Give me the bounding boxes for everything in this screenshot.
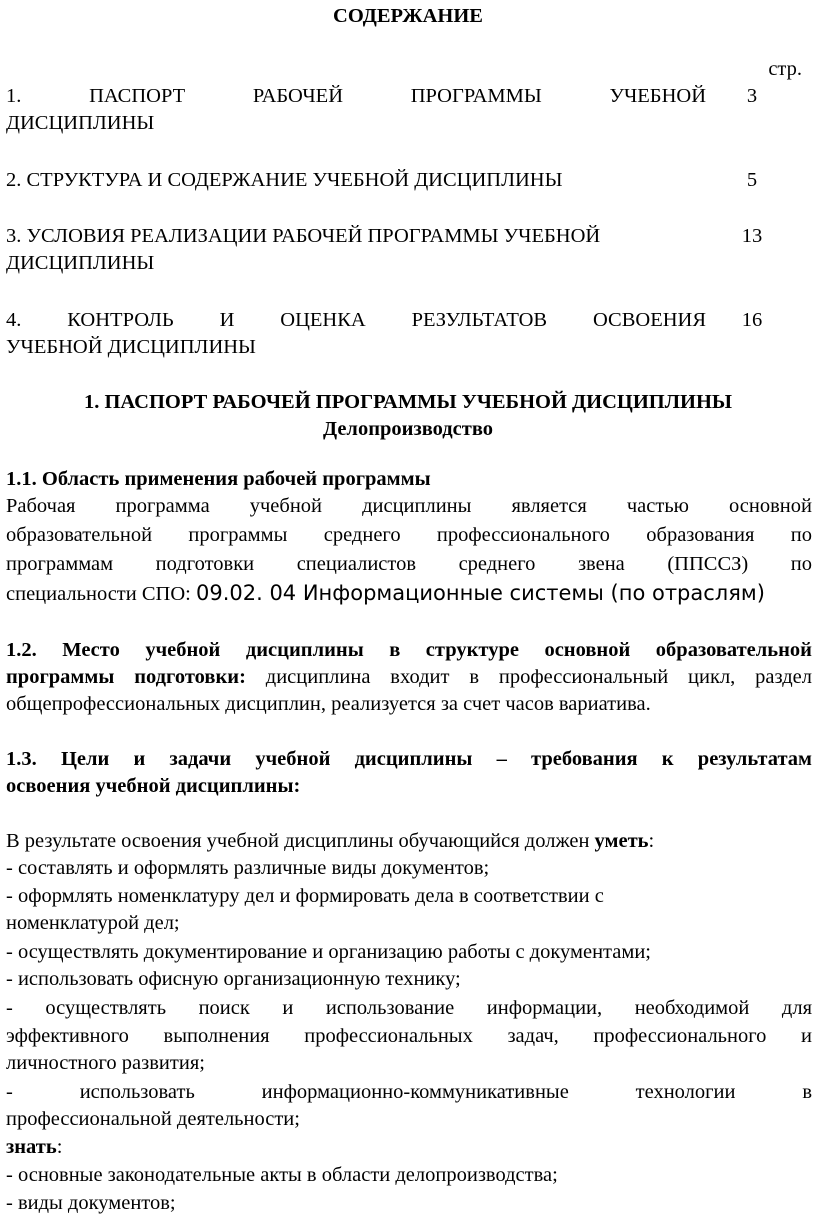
toc-item-3-page: 13 [741, 225, 763, 247]
skill-3: - осуществлять документирование и организацию работы с документами; [6, 939, 812, 966]
skill-5-line-2: эффективного выполнения профессиональных задач, профессионального и [6, 1025, 812, 1047]
skill-6-line-2: профессиональной деятельности; [6, 1108, 300, 1130]
s11-line-1: Рабочая программа учебной дисциплины является частью основной [6, 495, 812, 517]
skill-5-line-3: личностного развития; [6, 1052, 205, 1074]
knowledge-2: - виды документов; [6, 1190, 812, 1217]
s13-line-2: освоения учебной дисциплины: [6, 775, 301, 797]
s12-line-3: общепрофессиональных дисциплин, реализуется за счет часов вариатива. [6, 693, 651, 715]
s11-line-2: образовательной программы среднего профессионального образования по [6, 524, 812, 546]
s12-line-2 [6, 664, 812, 691]
skill-6-line-1: - использовать информационно-коммуникативные технологии в [6, 1079, 812, 1106]
toc-item-2-line1: 2. СТРУКТУРА И СОДЕРЖАНИЕ УЧЕБНОЙ ДИСЦИПЛИНЫ [6, 169, 563, 191]
s12-rest: дисциплина входит в профессиональный цикл, раздел [245, 666, 812, 688]
toc-item-1-line1: 1. ПАСПОРТ РАБОЧЕЙ ПРОГРАММЫ УЧЕБНОЙ [6, 85, 706, 107]
s12-line-1: 1.2. Место учебной дисциплины в структуре основной образовательной [6, 639, 812, 661]
know-label-text: знать [6, 1136, 57, 1158]
know-label [6, 1134, 812, 1161]
toc-item-4-line1: 4. КОНТРОЛЬ И ОЦЕНКА РЕЗУЛЬТАТОВ ОСВОЕНИЯ [6, 309, 706, 331]
result-intro [6, 828, 812, 855]
know-colon: : [56, 1136, 63, 1158]
knowledge-1: - основные законодательные акты в области делопроизводства; [6, 1162, 812, 1189]
s11-prefix: специальности СПО: [6, 583, 196, 605]
toc-page-label: стр. [768, 58, 802, 80]
skill-1: - составлять и оформлять различные виды документов; [6, 855, 812, 882]
skill-2-line-1: - оформлять номенклатуру дел и формировать дела в соответствии с [6, 883, 812, 910]
toc-item-1-line2: ДИСЦИПЛИНЫ [6, 112, 155, 134]
toc-item-4-line2: УЧЕБНОЙ ДИСЦИПЛИНЫ [6, 336, 256, 358]
toc-title: СОДЕРЖАНИЕ [333, 5, 483, 27]
toc-item-2-page: 5 [746, 169, 758, 191]
result-intro-end: : [648, 830, 655, 852]
specialty: 09.02. 04 Информационные системы (по отраслям) [195, 581, 765, 605]
s13-line-1: 1.3. Цели и задачи учебной дисциплины – требования к результатам [6, 748, 812, 770]
toc-item-4-page: 16 [741, 309, 763, 331]
s11-line-4 [6, 580, 812, 608]
result-intro-text: В результате освоения учебной дисциплины обучающийся должен [6, 830, 595, 852]
skill-4: - использовать офисную организационную технику; [6, 966, 812, 993]
s12-bold: программы подготовки: [6, 666, 246, 688]
s11-title: 1.1. Область применения рабочей программы [6, 468, 431, 490]
section-heading: 1. ПАСПОРТ РАБОЧЕЙ ПРОГРАММЫ УЧЕБНОЙ ДИСЦИПЛИНЫ [83, 391, 733, 413]
toc-item-3-line1: 3. УСЛОВИЯ РЕАЛИЗАЦИИ РАБОЧЕЙ ПРОГРАММЫ УЧЕБНОЙ [6, 225, 601, 247]
s11-line-3: программам подготовки специалистов среднего звена (ППССЗ) по [6, 553, 812, 575]
skill-2-line-2: номенклатурой дел; [6, 912, 180, 934]
toc-item-1-page: 3 [746, 85, 758, 107]
skill-5-line-1: - осуществлять поиск и использование информации, необходимой для [6, 995, 812, 1022]
result-intro-bold: уметь [594, 830, 649, 852]
discipline-name: Делопроизводство [322, 418, 494, 440]
toc-item-3-line2: ДИСЦИПЛИНЫ [6, 252, 155, 274]
